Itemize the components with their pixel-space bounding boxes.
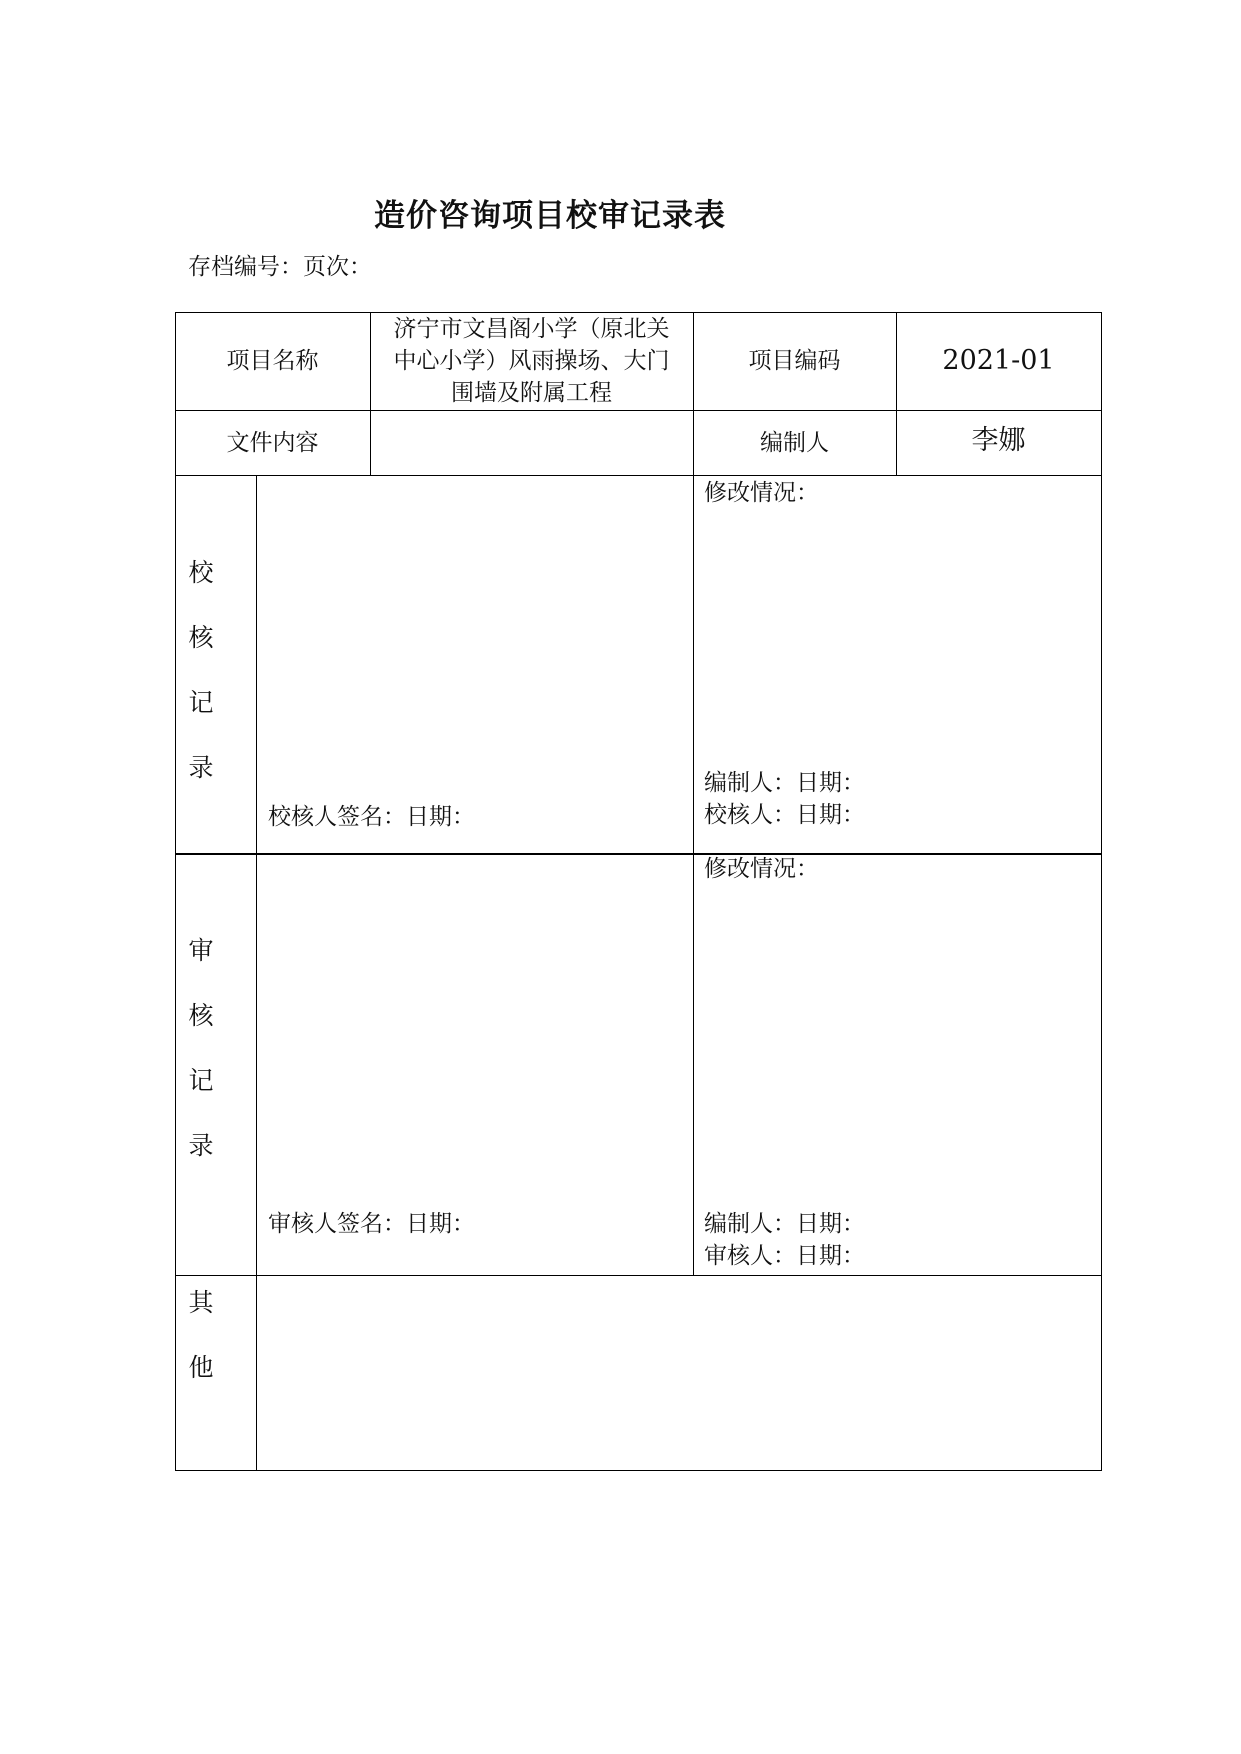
project-name-label: 项目名称 [226, 348, 319, 374]
project-name-line: 中心小学）风雨操场、大门 [393, 348, 670, 374]
table-border-right [1101, 312, 1102, 1471]
check-revision-label: 修改情况： [704, 480, 819, 506]
table-row-divider [175, 410, 1102, 411]
vertical-char: 录 [188, 1131, 214, 1160]
table-row-divider [175, 475, 1102, 476]
review-reviewer-date: 审核人：日期： [704, 1243, 865, 1269]
vertical-char: 审 [188, 936, 214, 965]
vertical-char: 记 [188, 688, 214, 717]
table-col-divider [256, 475, 257, 1471]
other-label [181, 1270, 221, 1400]
table-row-divider [175, 853, 1102, 855]
review-record-label [181, 918, 221, 1178]
compiler-label: 编制人 [760, 430, 829, 456]
check-compiler-date: 编制人：日期： [704, 770, 865, 796]
vertical-char: 核 [188, 623, 214, 652]
project-code-value: 2021-01 [942, 345, 1055, 376]
reviewer-signature-line: 审核人签名：日期： [268, 1211, 475, 1237]
check-checker-date: 校核人：日期： [704, 802, 865, 828]
table-border-bottom [175, 1470, 1102, 1471]
file-content-label: 文件内容 [226, 430, 319, 456]
table-border-left [175, 312, 176, 1471]
table-row-divider [175, 1275, 1102, 1276]
checker-signature-line: 校核人签名：日期： [268, 804, 475, 830]
compiler-value: 李娜 [971, 425, 1026, 456]
archive-number-line: 存档编号：页次： [188, 254, 372, 280]
page-title: 造价咨询项目校审记录表 [374, 198, 726, 234]
vertical-char: 核 [188, 1001, 214, 1030]
project-name-line: 济宁市文昌阁小学（原北关 [393, 316, 670, 342]
review-revision-label: 修改情况： [704, 856, 819, 882]
vertical-char: 其 [188, 1288, 214, 1317]
check-record-label [181, 540, 221, 800]
project-name-value [370, 313, 693, 409]
vertical-char: 校 [188, 558, 214, 587]
project-name-line: 围墙及附属工程 [451, 380, 612, 406]
vertical-char: 他 [188, 1353, 214, 1382]
vertical-char: 录 [188, 753, 214, 782]
project-code-label: 项目编码 [748, 348, 841, 374]
vertical-char: 记 [188, 1066, 214, 1095]
review-compiler-date: 编制人：日期： [704, 1211, 865, 1237]
